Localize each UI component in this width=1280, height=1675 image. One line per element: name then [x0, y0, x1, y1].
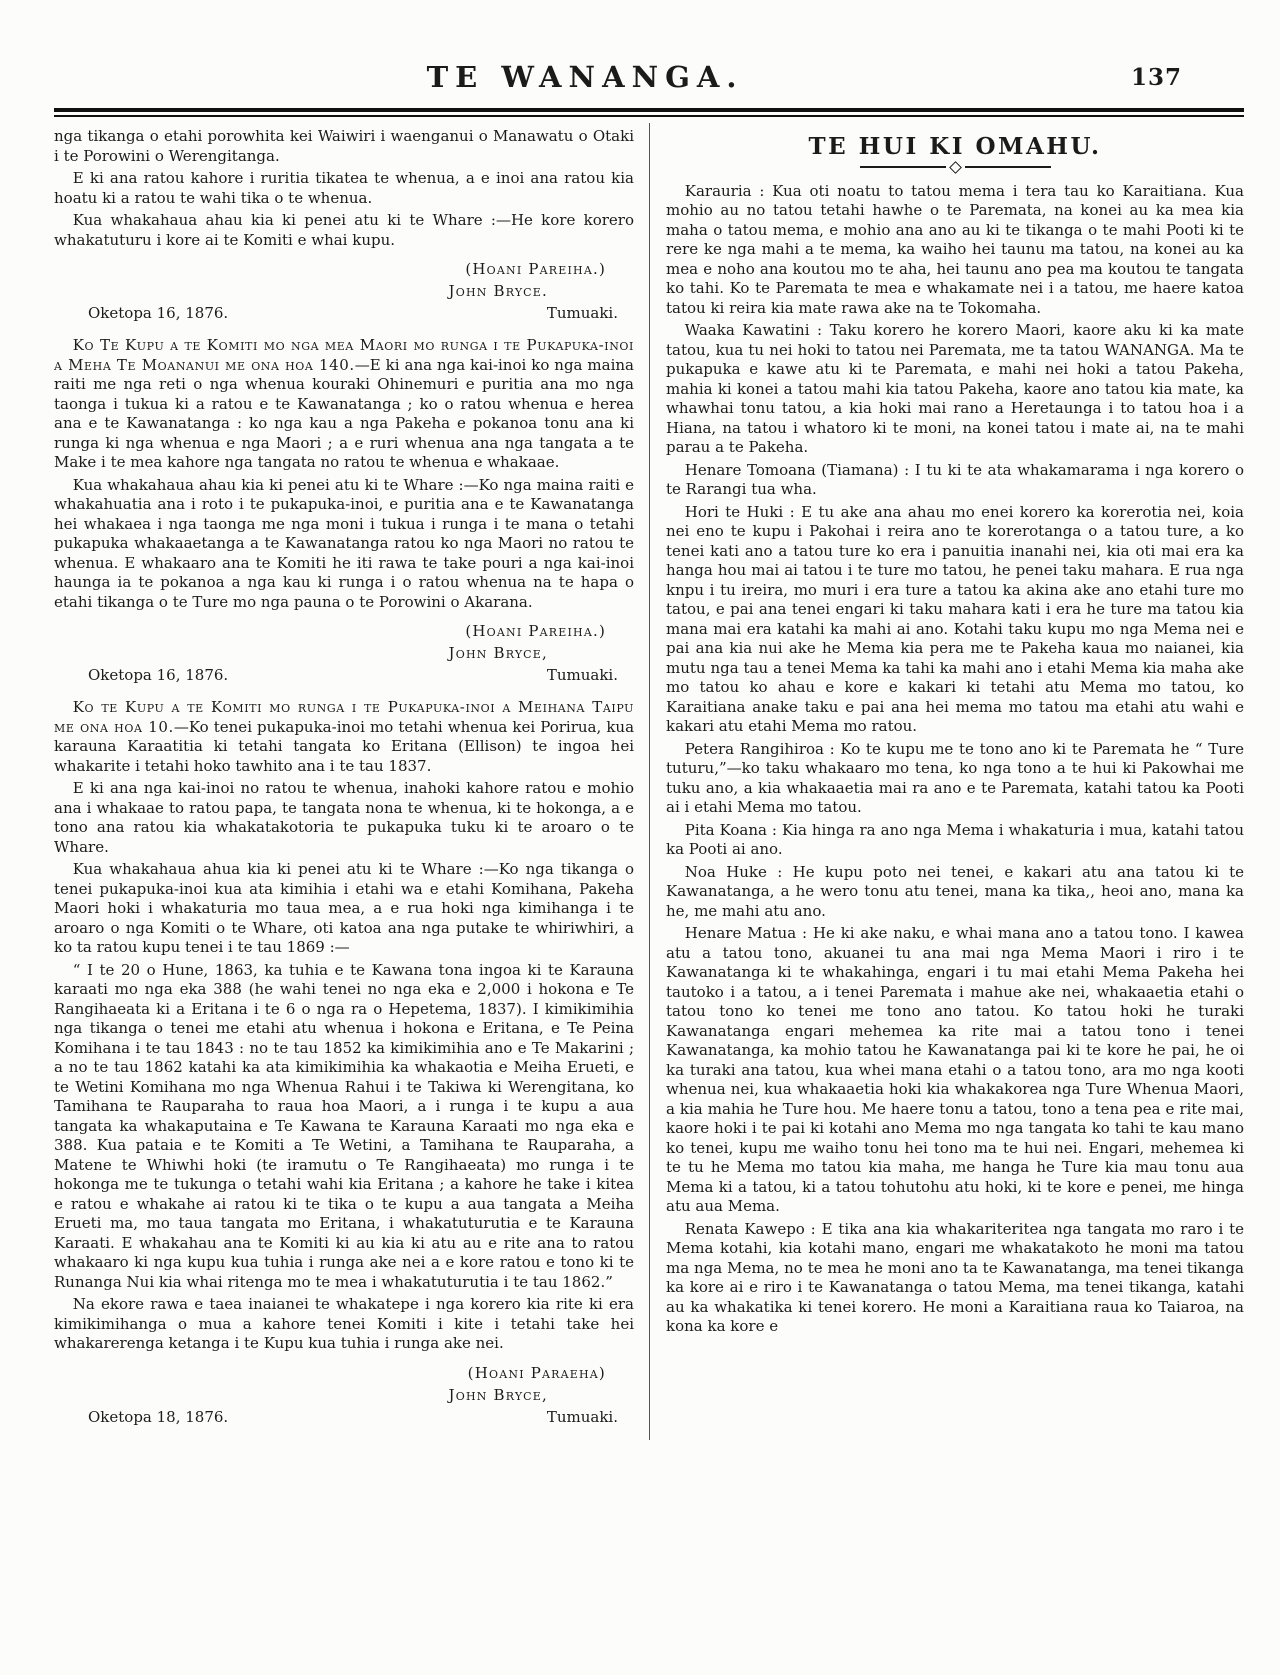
signature-name: (Hoani Pareiha.) [465, 622, 606, 640]
signature-row [54, 1406, 634, 1428]
signature-name: (Hoani Paraeha) [467, 1363, 606, 1382]
header-rule-thick [54, 108, 1244, 112]
diamond-ornament [949, 161, 962, 174]
speech-paragraph: Noa Huke : He kupu poto nei tenei, e kakari atu ana tatou ki te Kawanatanga, a he wero tonu atu tenei, mana ka tika,, heoi ano, mana ka he, me mahi atu ano. [666, 862, 1244, 920]
header-rule-thin [54, 115, 1244, 117]
page-number: 137 [1130, 64, 1182, 91]
speech-paragraph: Waaka Kawatini : Taku korero he korero Maori, kaore aku ki ka mate tatou, kua tu nei hoki to tatou nei Paremata, me ta tatou WANANGA. Ma te pukapuka e kawe atu ki te Paremata, e mahi nei hoki a tatou Pakeha, mahia ki konei a tatou mahi kia tatou Pakeha, kaore ano tatou kia mate, ka whawhai tonu tatou, a kia hoki mai rano a Heretaunga i to tatou hoa i a Hiana, na tatou i whatoro ki te moni, na konei tatou i mate ai, na te mahi parau a te Pakeha. [666, 321, 1244, 456]
signature-name: (Hoani Pareiha.) [465, 260, 606, 278]
page-columns [54, 123, 1244, 1440]
signature-block [54, 258, 634, 324]
signature-row [54, 302, 634, 324]
speech-paragraph: Pita Koana : Kia hinga ra ano nga Mema i whakaturia i mua, katahi tatou ka Pooti ai ano. [666, 820, 1244, 858]
paragraph: Kua whakahaua ahua kia ki penei atu ki te Whare :—Ko nga tikanga o tenei pukapuka-inoi kua ata kimihia i etahi wa e etahi Komihana, Pakeha Maori hoki i whakaturia mo taua mea, a e rua hoki nga kimihanga i te aroaro o nga Komiti o te Whare, oti katoa ana nga putake te whiriwhiri, a ko ta ratou kupu tenei i te tau 1869 :— [54, 860, 634, 956]
report-heading: Ko te Kupu a te Komiti mo runga i te Pukapuka-inoi a Meihana Taipu me ona hoa 10. [54, 698, 634, 736]
divider-line [965, 166, 1051, 168]
speech-paragraph: Renata Kawepo : E tika ana kia whakariteritea nga tangata mo raro i te Mema kotahi, kia kotahi mano, engari me whakatakoto he moni ma tatou ma nga Mema, no te mea he moni ano ta te Kawanatanga, ma tenei tikanga ka kore ai e riro i te Kawanatanga o tatou Mema, ma tenei tikanga, katahi au ka whakatika ki tenei korero. He moni a Karaitiana raua ko Taiaroa, na kona ka kore e [666, 1219, 1244, 1335]
signature-date: Oketopa 16, 1876. [88, 666, 229, 684]
signature-role: Tumuaki. [546, 1407, 618, 1426]
speech-paragraph: Petera Rangihiroa : Ko te kupu me te tono ano ki te Paremata he “ Ture tuturu,”—ko taku whakaaro mo tena, ko nga tono a te hui ki Pakowhai me tuku ano, a kia whakaaetia mai ra ano e te Paremata, katahi tatou ka Pooti ai i etahi Mema mo tatou. [666, 739, 1244, 816]
signature-role: Tumuaki. [546, 666, 618, 684]
committee-report-paragraph [54, 698, 634, 776]
signature-block [54, 1362, 634, 1428]
paragraph: Kua whakahaua ahau kia ki penei atu ki te Whare :—Ko nga maina raiti e whakahuatia ana i roto i te pukapuka-inoi, e puritia ana e te Kawanatanga hei whakaea i nga taonga me nga moni i tukua i runga i te mana o tetahi pukapuka whakaaetanga a te Kawanatanga ratou ko nga Maori no ratou te whenua. E whakaaro ana te Komiti he iti rawa te take pouri a nga kai-inoi haunga ia te pokanoa a nga kau ki runga i o ratou whenua na te hapa o etahi tikanga o te Ture mo nga pauna o te Porowini o Akarana. [54, 475, 634, 611]
paragraph: nga tikanga o etahi porowhita kei Waiwiri i waenganui o Manawatu o Otaki i te Porowini o Werengitanga. [54, 127, 634, 165]
paragraph: Kua whakahaua ahau kia ki penei atu ki te Whare :—He kore korero whakatuturu i kore ai te Komiti e whai kupu. [54, 211, 634, 249]
signature-signer: John Bryce. [448, 282, 548, 300]
speech-paragraph: Henare Tomoana (Tiamana) : I tu ki te ata whakamarama i nga korero o te Rarangi tua wha. [666, 460, 1244, 498]
divider-line [860, 166, 946, 168]
article-heading: TE HUI KI OMAHU. [808, 133, 1102, 160]
paragraph: E ki ana ratou kahore i ruritia tikatea te whenua, a e inoi ana ratou kia hoatu ki a ratou te wahi tika o te whenua. [54, 169, 634, 207]
paragraph: E ki ana nga kai-inoi no ratou te whenua, inahoki kahore ratou e mohio ana i whakaae to ratou papa, te tangata nona te whenua, ki te hokonga, a e tono ana ratou kia whakatakotoria te pukapuka tuku ki te aroaro o te Whare. [54, 779, 634, 856]
committee-report-paragraph [54, 336, 634, 473]
left-column [54, 123, 649, 1440]
section-divider [666, 163, 1244, 172]
speech-paragraph: Karauria : Kua oti noatu to tatou mema i tera tau ko Karaitiana. Kua mohio au no tatou tetahi hawhe o te Paremata, na konei au ka mea kia maha o tatou mema, e mohio ana ano au ki te tikanga o te mahi Pooti ki te rere ke nga mahi a te mema, ka waiho hei taunu ma tatou, na konei au ka mea e noho ana koutou mo te aha, hei taunu ano pea ma koutou te tangata ko tahi. Ko te Paremata te mea e whakamate nei i a tatou, me haere katoa tatou ki reira kia mate rawa ake na te Tokomaha. [666, 181, 1244, 317]
right-column [649, 123, 1244, 1440]
speech-paragraph: Hori te Huki : E tu ake ana ahau mo enei korero ka korerotia nei, koia nei eno te kupu i Pakohai i reira ano te korerotanga o a tatou ture, a ko tenei kati ano a tatou ture ko era i panuitia inanahi nei, kia oti mai era ka hanga hou mai ai tatou i te ture mo tatou, he penei taku mahara. E rua nga knpu i tu ireira, mo muri i era ture a tatou ka akina ake ano etahi ture mo tatou, e pai ana tenei engari ki taku mahara kati i era he ture ma tatou kia mana mai era katahi ka mahi ai ano. Kotahi taku kupu mo nga Mema nei e pai ana kia nui ake he Mema kia pera me te Pakeha kaua mo naianei, kia mutu nga tau a tenei Mema ka tahi ka mahi ano i etahi Mema kia maha ake mo tatou ko ahau e kore e kakari ki tetahi atu Mema mo tatou, ko Karaitiana anake taku e pai ana hei mema mo tatou ma etahi atu wahi e kakari atu etahi Mema mo ratou. [666, 502, 1244, 735]
signature-date: Oketopa 18, 1876. [88, 1407, 229, 1426]
paragraph: Na ekore rawa e taea inaianei te whakatepe i nga korero kia rite ki era kimikimihanga o mua a kahore tenei Komiti i kite i tetahi take hei whakarerenga ketanga i te Kupu kua tuhia i runga ake nei. [54, 1295, 634, 1352]
signature-signer: John Bryce, [448, 1385, 548, 1404]
report-text: —E ki ana nga kai-inoi ko nga maina raiti me nga reti o nga whenua kouraki Ohinemuri e puritia ana mo nga taonga i tukua ki a ratou e te Kawanatanga ; ko o ratou whenua e herea ana e te Kawanatanga : ko nga kau a nga Pakeha e pokanoa tonu ana ki runga ki nga whenua e nga Maori ; a e ruri whenua ana nga tangata a te Make i te mea kahore nga tangata no ratou te whenua e whakaae. [54, 355, 634, 471]
signature-role: Tumuaki. [546, 304, 618, 322]
signature-row [54, 664, 634, 686]
signature-signer: John Bryce, [448, 644, 548, 662]
report-heading: Ko Te Kupu a te Komiti mo nga mea Maori mo runga i te Pukapuka-inoi a Meha Te Moananui me ona hoa 140. [54, 336, 634, 374]
masthead-title: TE WANANGA. [426, 60, 744, 94]
quoted-paragraph: “ I te 20 o Hune, 1863, ka tuhia e te Kawana tona ingoa ki te Karauna karaati mo nga eka 388 (he wahi tenei no nga eka e 2,000 i hokona e Te Rangihaeata ki a Eritana i te 6 o nga ra o Hepetema, 1837). I kimikimihia nga tikanga o tenei me etahi atu whenua i hokona e Eritana, e Te Peina Komihana i te tau 1843 : no te tau 1852 ka kimikimihia ano e Te Makarini ; a no te tau 1862 katahi ka ata kimikimihia ka whakaotia e Meiha Erueti, e te Wetini Komihana mo nga Whenua Rahui i te Takiwa ki Werengitana, ko Tamihana te Rauparaha to raua hoa Maori, a i runga i te kupu a aua tangata ka whakaputaina e Te Kawana te Karauna Karaati mo nga eka e 388. Kua pataia e te Komiti a Te Wetini, a Tamihana te Rauparaha, a Matene te Whiwhi hoki (te iramutu o Te Rangihaeata) mo runga i te hokonga me te tukunga o tetahi wahi kia Eritana ; a kahore he take i kitea e ratou e whakahe ai ratou ki te tika o te kupu a aua tangata a Meiha Erueti ma, mo taua tangata mo Eritana, i whakatuturutia e te Karauna Karaati. E whakahau ana te Komiti ki au kia ki atu au e rite ana to ratou whakaaro ki nga kupu kua tuhia i runga ake nei a e kore ratou e tono ki te Runanga Nui kia whai ritenga mo te mea i whakatuturutia i te tau 1862.” [54, 960, 634, 1291]
signature-date: Oketopa 16, 1876. [88, 304, 229, 322]
signature-block [54, 620, 634, 686]
speech-paragraph: Henare Matua : He ki ake naku, e whai mana ano a tatou tono. I kawea atu a tatou tono, akuanei tu ana mai nga Mema Maori i riro i te Kawanatanga ki te whakahinga, engari i tu mai etahi Mema Pakeha hei tautoko i a tatou, a i tenei Paremata i mahue ake nei, whakaaetia etahi o tatou tono ko tenei me tono ano tatou. Ko tatou hoki he turaki Kawanatanga engari mehemea ka rite mai a tatou tono i tenei Kawanatanga, ka mohio tatou he Kawanatanga pai ki te kore he pai, he oi ka turaki ana tatou, kua whei mana etahi o a tatou tono, ara mo nga kooti whenua nei, kua whakaaetia hoki kia whakakorea nga Ture Whenua Maori, a kia mahia he Ture hou. Me haere tonu a tatou, tono a tena pea e rite mai, kaore hoki i te pai ki kotahi ano Mema mo nga tangata ko tahi te kau mano ko tenei, kupu me waiho tonu hei tono ma te hui nei. Engari, mehemea ki te tu he Mema mo tatou kia maha, me hanga he Ture kia mau tonu aua Mema ki a tatou, ki a tatou tohutohu atu hoki, ki te kore e penei, me hinga atu aua Mema. [666, 924, 1244, 1215]
report-text: —Ko tenei pukapuka-inoi mo tetahi whenua kei Porirua, kua karauna Karaatitia ki tetahi tangata ko Eritana (Ellison) te ingoa hei whakarite i tetahi hoko tawhito ana i te tau 1837. [54, 717, 635, 775]
masthead [0, 0, 1280, 108]
